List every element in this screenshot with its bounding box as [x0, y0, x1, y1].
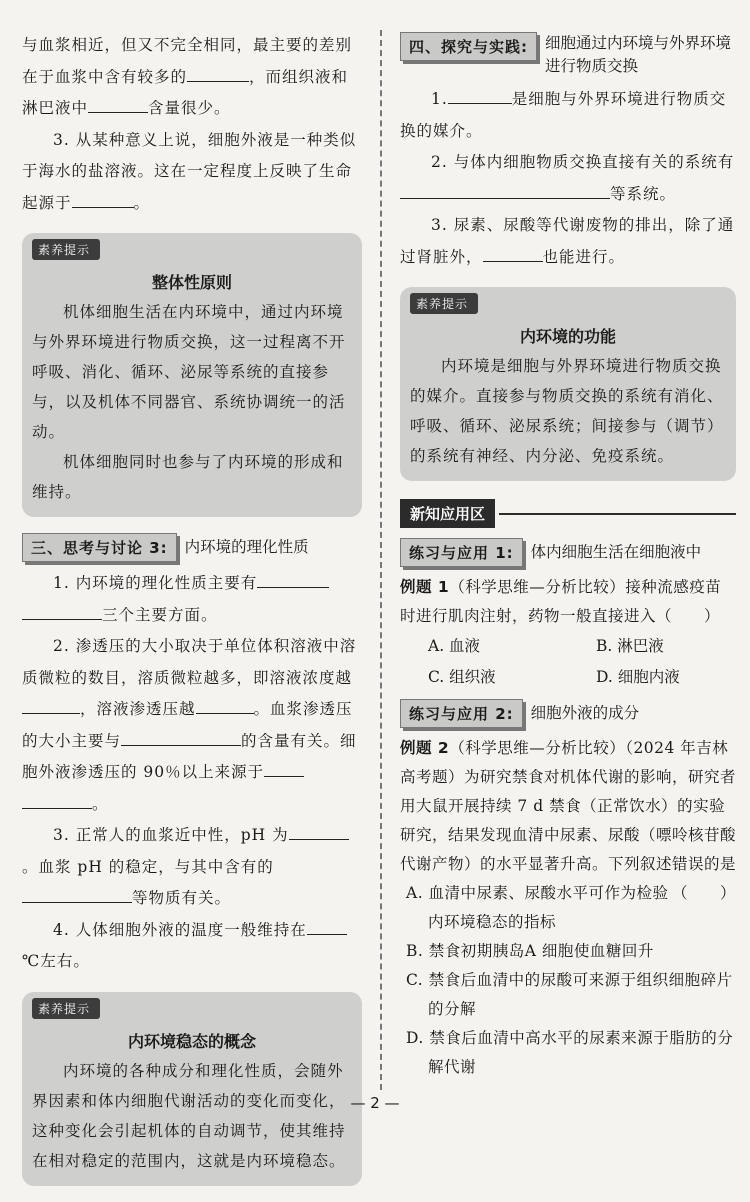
tip-tag: 素养提示 — [32, 239, 100, 260]
option-d[interactable]: D. 细胞内液 — [596, 668, 680, 686]
blank[interactable] — [22, 790, 92, 809]
page-number: — 2 — — [350, 1094, 400, 1112]
blank[interactable] — [448, 85, 512, 104]
tip-paragraph: 机体细胞生活在内环境中，通过内环境与外界环境进行物质交换，这一过程离不开呼吸、消化、循环、泌尿等系统的直接参与，以及机体不同器官、系统协调统一的活动。 — [32, 303, 346, 441]
tip-paragraph: 内环境是细胞与外界环境进行物质交换的媒介。直接参与物质交换的系统有消化、呼吸、循环、泌尿系统；间接参与（调节）的系统有神经、内分泌、免疫系统。 — [410, 357, 724, 465]
right-column — [400, 30, 736, 1082]
practice-tag: 练习与应用 2: — [400, 699, 523, 728]
question-1: 1. 是细胞与外界环境进行物质交换的媒介。 — [400, 84, 736, 147]
zone-rule — [499, 513, 736, 515]
tip-box-holism — [22, 233, 362, 517]
practice-header-2 — [400, 699, 736, 728]
question-2: 2. 与体内细胞物质交换直接有关的系统有等系统。 — [400, 147, 736, 210]
blank[interactable] — [400, 180, 610, 199]
practice-title: 体内细胞生活在细胞液中 — [530, 543, 702, 561]
blank[interactable] — [483, 243, 543, 262]
practice-header-1 — [400, 538, 736, 567]
option-a[interactable]: A. 血清中尿素、尿酸水平可作为检验内环境稳态的指标 — [406, 884, 669, 931]
option-row — [400, 662, 736, 693]
blank[interactable] — [187, 63, 249, 82]
question-2: 2. 渗透压的大小取决于单位体积溶液中溶质微粒的数目，溶质微粒越多，即溶液浓度越，溶液渗透压越 。血浆渗透压的大小主要与 的含量有关。细胞外液渗透压的 90％以上来源于。 — [22, 637, 357, 813]
blank[interactable] — [307, 916, 347, 935]
section-title: 内环境的理化性质 — [184, 538, 309, 556]
blank[interactable] — [88, 94, 148, 113]
question-1: 1. 内环境的理化性质主要有三个主要方面。 — [22, 568, 362, 631]
blank[interactable] — [289, 821, 349, 840]
blank[interactable] — [22, 884, 132, 903]
blank[interactable] — [121, 727, 241, 746]
example-stem: （科学思维—分析比较）接种流感疫苗时进行肌肉注射，药物一般直接进入（ ） — [400, 578, 722, 625]
question-origin-of-life: 3. 从某种意义上说，细胞外液是一种类似于海水的盐溶液。这在一定程度上反映了生命起源于 。 — [22, 130, 357, 212]
tip-title: 内环境稳态的概念 — [127, 1031, 256, 1051]
example-label: 例题 1 — [400, 578, 450, 596]
tip-box-function — [400, 287, 736, 481]
section-header-4 — [400, 32, 736, 78]
section-header-3 — [22, 533, 362, 562]
tip-title: 整体性原则 — [151, 273, 232, 292]
answer-paren[interactable]: （ ） — [671, 884, 736, 902]
zone-tag: 新知应用区 — [400, 499, 495, 528]
option-c[interactable]: C. 禁食后血清中的尿酸可来源于组织细胞碎片的分解 — [406, 971, 733, 1018]
blank[interactable] — [196, 695, 254, 714]
question-4: 4. 人体细胞外液的温度一般维持在℃左右。 — [22, 915, 362, 978]
paragraph-plasma-difference: 与血浆相近，但又不完全相同，最主要的差别在于血浆中含有较多的 ，而组织液和淋巴液中 含量很少。 — [22, 36, 353, 117]
practice-tag: 练习与应用 1: — [400, 538, 523, 567]
blank[interactable] — [22, 695, 80, 714]
tip-paragraph: 机体细胞同时也参与了内环境的形成和维持。 — [32, 453, 344, 501]
tip-title: 内环境的功能 — [519, 327, 616, 346]
option-c[interactable]: C. 组织液 — [428, 668, 496, 686]
section-title: 细胞通过内环境与外界环境进行物质交换 — [545, 34, 732, 75]
blank[interactable] — [72, 189, 134, 208]
blank[interactable] — [22, 601, 102, 620]
left-column — [22, 30, 362, 1202]
example-2 — [400, 734, 737, 902]
blank[interactable] — [264, 758, 304, 777]
zone-header — [400, 499, 736, 528]
section-tag: 三、思考与讨论 3: — [22, 533, 177, 562]
column-divider — [380, 30, 382, 1090]
tip-paragraph: 内环境的各种成分和理化性质，会随外界因素和体内细胞代谢活动的变化而变化，这种变化会引起机体的自动调节，使其维持在相对稳定的范围内，这就是内环境稳态。 — [32, 1061, 346, 1170]
example-stem: （科学思维—分析比较）（2024 年吉林高考题）为研究禁食对机体代谢的影响，研究者用大鼠开展持续 7 d 禁食（正常饮水）的实验研究，结果发现血清中尿素、尿酸（嘌呤核苷酸代谢产物）的水平显著升高。下列叙述错误的是 — [400, 739, 737, 873]
option-row — [400, 631, 736, 662]
example-1 — [400, 573, 736, 631]
blank[interactable] — [257, 569, 329, 588]
option-b[interactable]: B. 淋巴液 — [596, 637, 664, 655]
practice-title: 细胞外液的成分 — [530, 704, 640, 722]
tip-tag: 素养提示 — [410, 293, 478, 314]
example-label: 例题 2 — [400, 739, 450, 757]
tip-tag: 素养提示 — [32, 998, 100, 1019]
tip-box-homeostasis — [22, 992, 362, 1186]
question-3: 3. 尿素、尿酸等代谢废物的排出，除了通过肾脏外， 也能进行。 — [400, 216, 735, 266]
option-b[interactable]: B. 禁食初期胰岛A 细胞使血糖回升 — [406, 942, 654, 960]
question-3: 3. 正常人的血浆近中性，pH 为。血浆 pH 的稳定，与其中含有的等物质有关。 — [22, 820, 362, 915]
section-tag: 四、探究与实践: — [400, 32, 537, 61]
option-d[interactable]: D. 禁食后血清中高水平的尿素来源于脂肪的分解代谢 — [406, 1029, 734, 1076]
option-a[interactable]: A. 血液 — [428, 637, 481, 655]
